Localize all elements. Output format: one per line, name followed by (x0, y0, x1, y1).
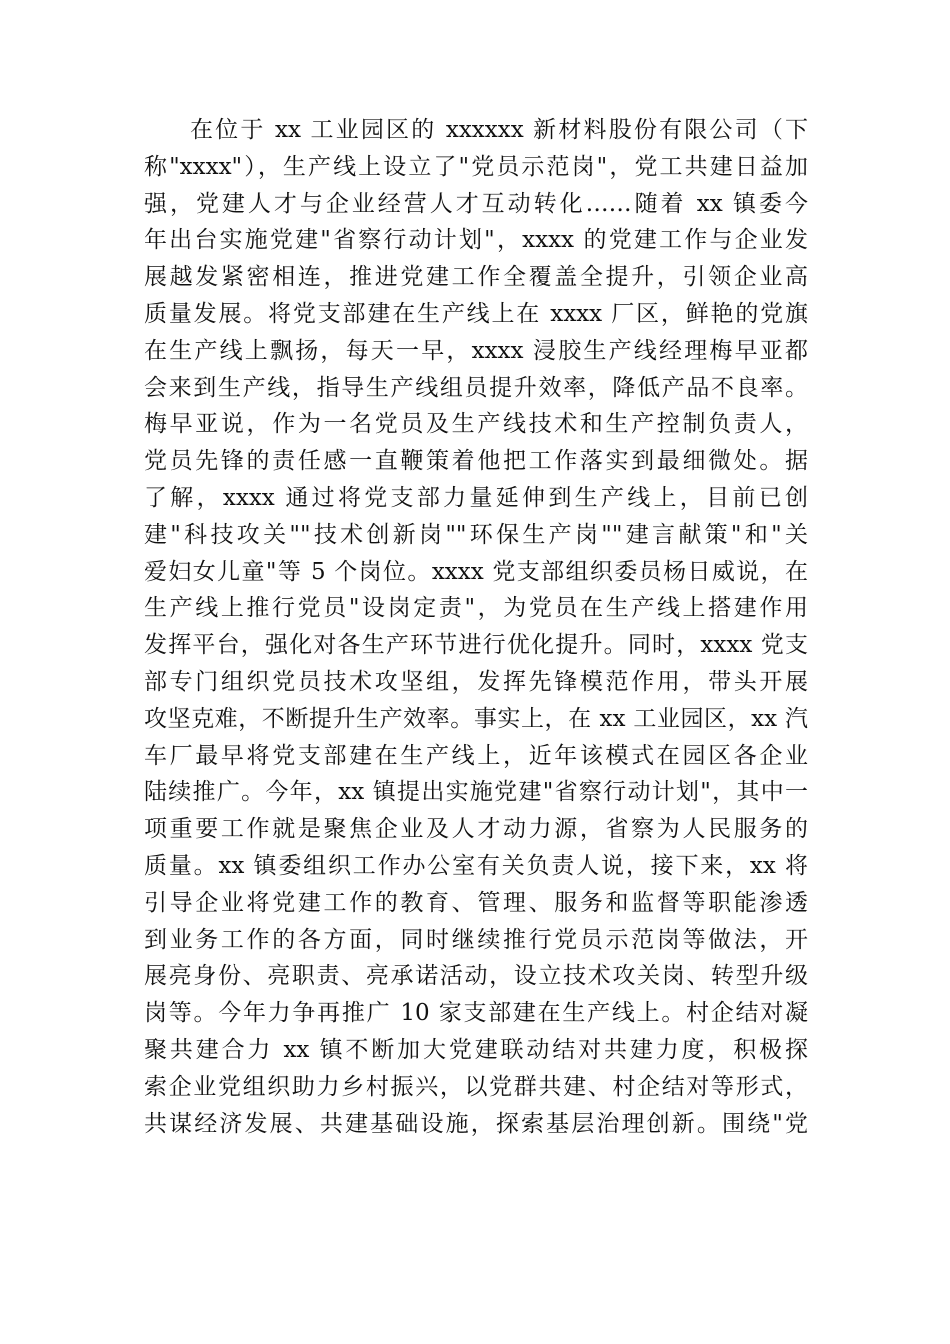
paragraph-line: 车厂最早将党支部建在生产线上，近年该模式在园区各企业 (144, 742, 808, 769)
paragraph-line: 了解，xxxx 通过将党支部力量延伸到生产线上，目前已创 (144, 484, 808, 511)
paragraph-line: 质量发展。将党支部建在生产线上在 xxxx 厂区，鲜艳的党旗 (144, 300, 808, 327)
paragraph-line: 在位于 xx 工业园区的 xxxxxx 新材料股份有限公司（下 (190, 117, 808, 143)
paragraph-line: 部专门组织党员技术攻坚组，发挥先锋模范作用，带头开展 (144, 668, 808, 695)
paragraph-line: 陆续推广。今年，xx 镇提出实施党建"省察行动计划"，其中一 (144, 779, 808, 806)
paragraph-line: 在生产线上飘扬，每天一早，xxxx 浸胶生产线经理梅早亚都 (144, 337, 808, 364)
paragraph-line: 建"科技攻关""技术创新岗""环保生产岗""建言献策"和"关 (144, 521, 808, 548)
paragraph-line: 爱妇女儿童"等 5 个岗位。xxxx 党支部组织委员杨日威说，在 (144, 558, 808, 585)
paragraph-line: 引导企业将党建工作的教育、管理、服务和监督等职能渗透 (144, 889, 808, 916)
paragraph-line: 会来到生产线，指导生产线组员提升效率，降低产品不良率。 (144, 374, 808, 401)
paragraph-line: 质量。xx 镇委组织工作办公室有关负责人说，接下来，xx 将 (144, 852, 808, 879)
paragraph-line: 发挥平台，强化对各生产环节进行优化提升。同时，xxxx 党支 (144, 632, 808, 659)
paragraph-line: 项重要工作就是聚焦企业及人才动力源，省察为人民服务的 (144, 816, 808, 843)
paragraph-line: 党员先锋的责任感一直鞭策着他把工作落实到最细微处。据 (144, 448, 808, 475)
paragraph-line: 强，党建人才与企业经营人才互动转化……随着 xx 镇委今 (144, 190, 808, 217)
paragraph-line: 展亮身份、亮职责、亮承诺活动，设立技术攻关岗、转型升级 (144, 963, 808, 990)
paragraph-line: 年出台实施党建"省察行动计划"，xxxx 的党建工作与企业发 (144, 227, 808, 254)
paragraph-line: 聚共建合力 xx 镇不断加大党建联动结对共建力度，积极探 (144, 1036, 808, 1063)
paragraph-line: 称"xxxx"），生产线上设立了"党员示范岗"，党工共建日益加 (144, 153, 808, 180)
paragraph-line: 到业务工作的各方面，同时继续推行党员示范岗等做法，开 (144, 926, 808, 953)
body-paragraph (144, 112, 808, 1142)
paragraph-line: 展越发紧密相连，推进党建工作全覆盖全提升，引领企业高 (144, 264, 808, 291)
paragraph-line: 索企业党组织助力乡村振兴，以党群共建、村企结对等形式， (144, 1073, 808, 1100)
paragraph-line: 生产线上推行党员"设岗定责"，为党员在生产线上搭建作用 (144, 595, 808, 622)
paragraph-line: 岗等。今年力争再推广 10 家支部建在生产线上。村企结对凝 (144, 1000, 808, 1027)
paragraph-line: 共谋经济发展、共建基础设施，探索基层治理创新。围绕"党 (144, 1110, 808, 1137)
paragraph-line: 梅早亚说，作为一名党员及生产线技术和生产控制负责人， (144, 411, 808, 438)
paragraph-line: 攻坚克难，不断提升生产效率。事实上，在 xx 工业园区，xx 汽 (144, 705, 808, 732)
